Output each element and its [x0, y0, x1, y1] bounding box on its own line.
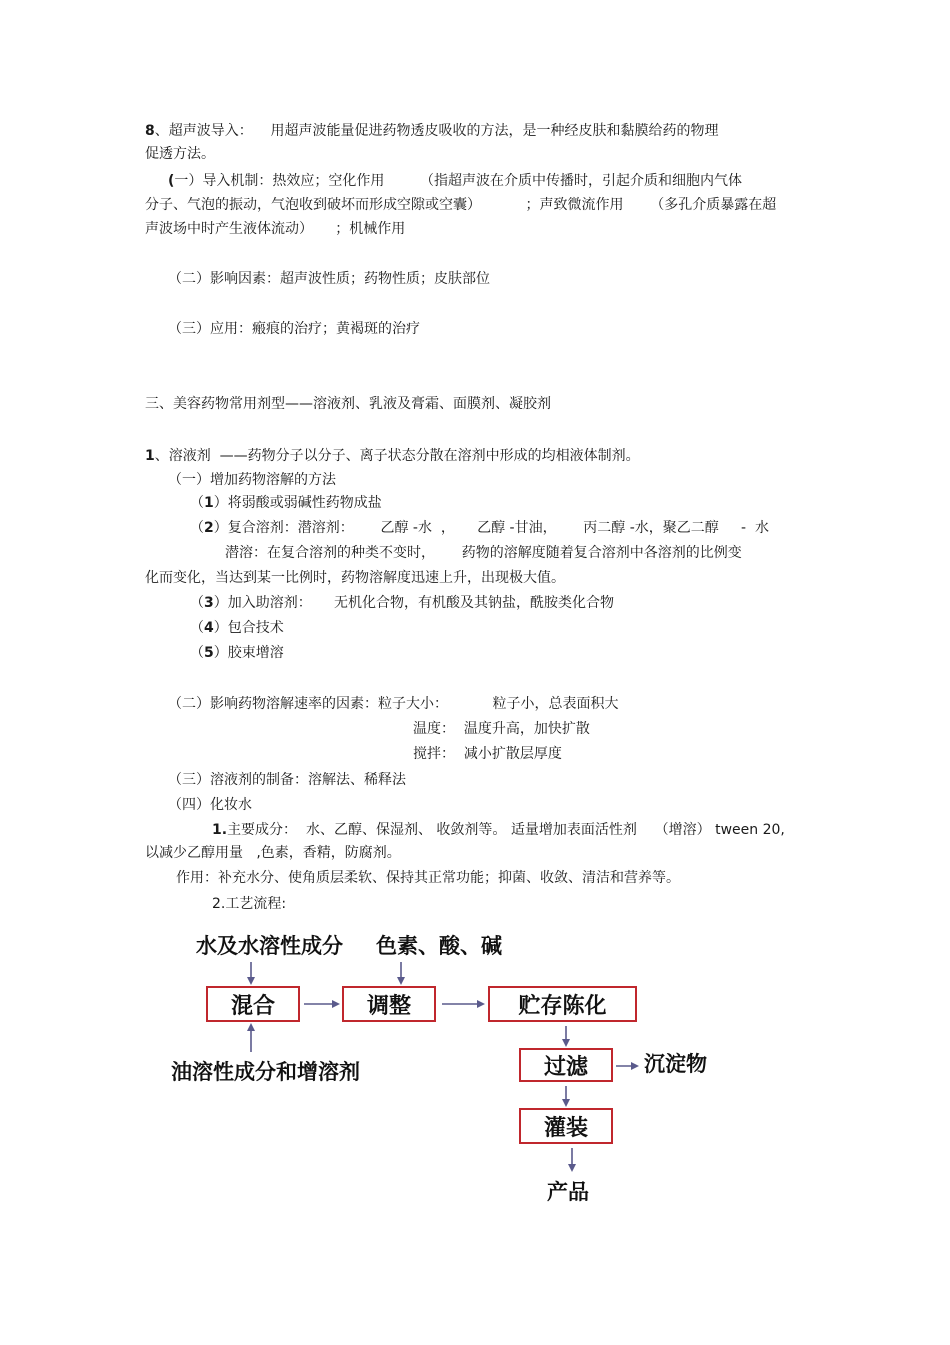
flow-box-adjust: 调整	[342, 986, 436, 1022]
preparation-line: （三）溶液剂的制备：溶解法、稀释法	[168, 772, 406, 788]
method-2-number: 2	[204, 520, 214, 536]
ingredients-number: 1.	[212, 822, 228, 838]
flow-box-store-age: 贮存陈化	[488, 986, 637, 1022]
flow-output-product: 产品	[547, 1180, 589, 1204]
method-3-number: 3	[204, 595, 214, 611]
flow-output-sediment: 沉淀物	[644, 1052, 707, 1076]
method-4-number: 4	[204, 620, 214, 636]
mechanism-line1-text: 一）导入机制：热效应；空化作用 （指超声波在介质中传播时，引起介质和细胞内气体	[174, 173, 743, 189]
method-5-number: 5	[204, 645, 214, 661]
mechanism-line2: 分子、气泡的振动，气泡收到破坏而形成空隙或空囊） ；声致微流作用 （多孔介质暴露在超	[145, 197, 777, 213]
flow-input-water: 水及水溶性成分	[196, 934, 343, 958]
method-5: （5）胶束增溶	[190, 645, 284, 661]
factors-line: （二）影响因素：超声波性质；药物性质；皮肤部位	[168, 271, 490, 287]
mechanism-line3: 声波场中时产生液体流动） ；机械作用	[145, 221, 406, 237]
rate-factor-size: （二）影响药物溶解速率的因素：粒子大小： 粒子小，总表面积大	[168, 696, 619, 712]
cosolvency-def-line2: 化而变化，当达到某一比例时，药物溶解度迅速上升，出现极大值。	[145, 570, 565, 586]
solution-title-text: 、溶液剂 ——药物分子以分子、离子状态分散在溶剂中形成的均相液体制剂。	[154, 448, 640, 464]
toner-title: （四）化妆水	[168, 797, 252, 813]
ingredients-line2: 以减少乙醇用量 ,色素，香精，防腐剂。	[145, 845, 401, 861]
solution-number: 1	[145, 448, 155, 464]
sec8-line2: 促透方法。	[145, 146, 215, 162]
rate-factor-temperature: 温度： 温度升高，加快扩散	[413, 721, 590, 737]
method-1-text: ）将弱酸或弱碱性药物成盐	[213, 495, 382, 511]
method-4: （4）包合技术	[190, 620, 284, 636]
sec8-number: 8	[145, 123, 155, 139]
cosolvency-def-line1: 潜溶：在复合溶剂的种类不变时， 药物的溶解度随着复合溶剂中各溶剂的比例变	[225, 545, 742, 561]
method-5-text: ）胶束增溶	[213, 645, 284, 661]
flow-input-oil: 油溶性成分和增溶剂	[171, 1060, 360, 1084]
ingredients-line1-text: 主要成分： 水、乙醇、保湿剂、 收敛剂等。 适量增加表面活性剂 （增溶） tween 20,	[227, 822, 785, 838]
section3-title: 三、美容药物常用剂型——溶液剂、乳液及膏霜、面膜剂、凝胶剂	[145, 396, 551, 412]
sec8-line1-text: 、超声波导入： 用超声波能量促进药物透皮吸收的方法，是一种经皮肤和黏膜给药的物理	[154, 123, 719, 139]
flow-box-filter: 过滤	[519, 1048, 613, 1082]
mechanism-paren: (	[168, 173, 175, 189]
method-1-number: 1	[204, 495, 214, 511]
flow-box-fill: 灌装	[519, 1108, 613, 1144]
method-3-text: ）加入助溶剂： 无机化合物，有机酸及其钠盐，酰胺类化合物	[213, 595, 614, 611]
method-4-text: ）包合技术	[213, 620, 284, 636]
methods-title: （一）增加药物溶解的方法	[168, 472, 336, 488]
function-line: 作用：补充水分、使角质层柔软、保持其正常功能；抑菌、收敛、清洁和营养等。	[176, 870, 680, 886]
process-title: 2.工艺流程:	[212, 896, 287, 912]
method-2: （2）复合溶剂：潜溶剂： 乙醇 -水 ， 乙醇 -甘油， 丙二醇 -水，聚乙二醇 - 水	[190, 520, 770, 536]
rate-factor-stirring: 搅拌： 减小扩散层厚度	[413, 746, 562, 762]
method-2-text: ）复合溶剂：潜溶剂： 乙醇 -水 ， 乙醇 -甘油， 丙二醇 -水，聚乙二醇 - 水	[213, 520, 770, 536]
application-line: （三）应用：瘢痕的治疗；黄褐斑的治疗	[168, 321, 420, 337]
flow-box-mix: 混合	[206, 986, 300, 1022]
flow-input-colorants: 色素、酸、碱	[376, 934, 502, 958]
method-3: （3）加入助溶剂： 无机化合物，有机酸及其钠盐，酰胺类化合物	[190, 595, 614, 611]
method-1: （1）将弱酸或弱碱性药物成盐	[190, 495, 382, 511]
